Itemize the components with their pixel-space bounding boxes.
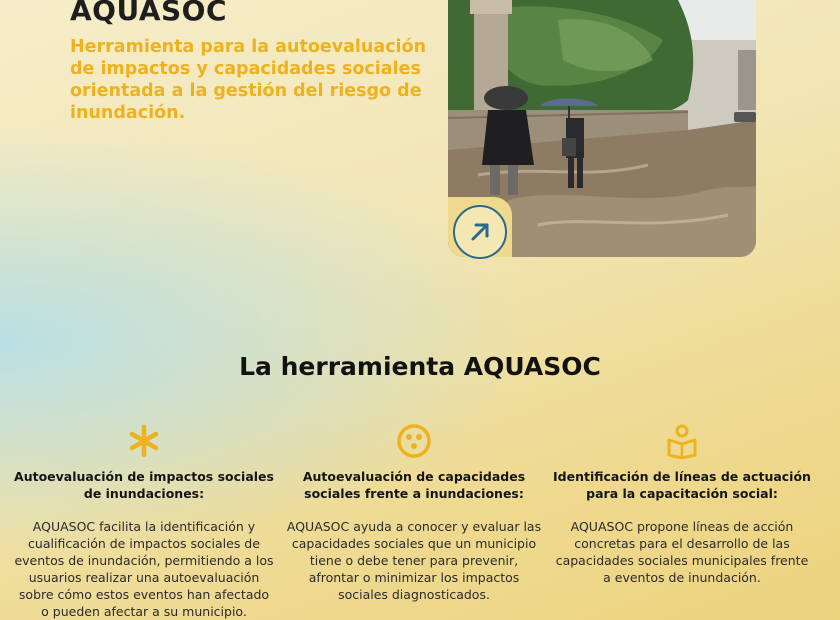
feature-action-lines [552,420,812,586]
hero-title: AQUASOC [70,0,228,27]
arrow-up-right-icon [467,219,493,245]
feature-heading: Autoevaluación de capacidades sociales frente a inundaciones: [302,469,526,501]
feature-heading: Autoevaluación de impactos sociales de inundaciones: [14,469,274,501]
feature-body: AQUASOC propone líneas de acción concretas para el desarrollo de las capacidades sociales municipales frente a eventos de inundación. [555,519,809,585]
person-book-icon [552,420,812,462]
feature-heading: Identificación de líneas de actuación para la capacitación social: [553,469,811,501]
asterisk-icon [14,420,274,462]
feature-body: AQUASOC facilita la identificación y cualificación de impactos sociales de eventos de inundación, permitiendo a los usuarios realizar una autoevaluación sobre cómo estos eventos han afectado o pueden afectar a su municipio. [14,519,274,619]
open-arrow-button[interactable] [453,205,507,259]
group-circle-icon [284,420,544,462]
feature-body: AQUASOC ayuda a conocer y evaluar las capacidades sociales que un municipio tiene o debe tener para prevenir, afrontar o minimizar los impactos sociales diagnosticados. [286,519,542,602]
section-title: La herramienta AQUASOC [239,352,601,381]
feature-capacities [284,420,544,603]
hero-subtitle: Herramienta para la autoevaluación de impactos y capacidades sociales orientada a la gestión del riesgo de inundación. [70,37,427,123]
feature-impacts [14,420,274,620]
